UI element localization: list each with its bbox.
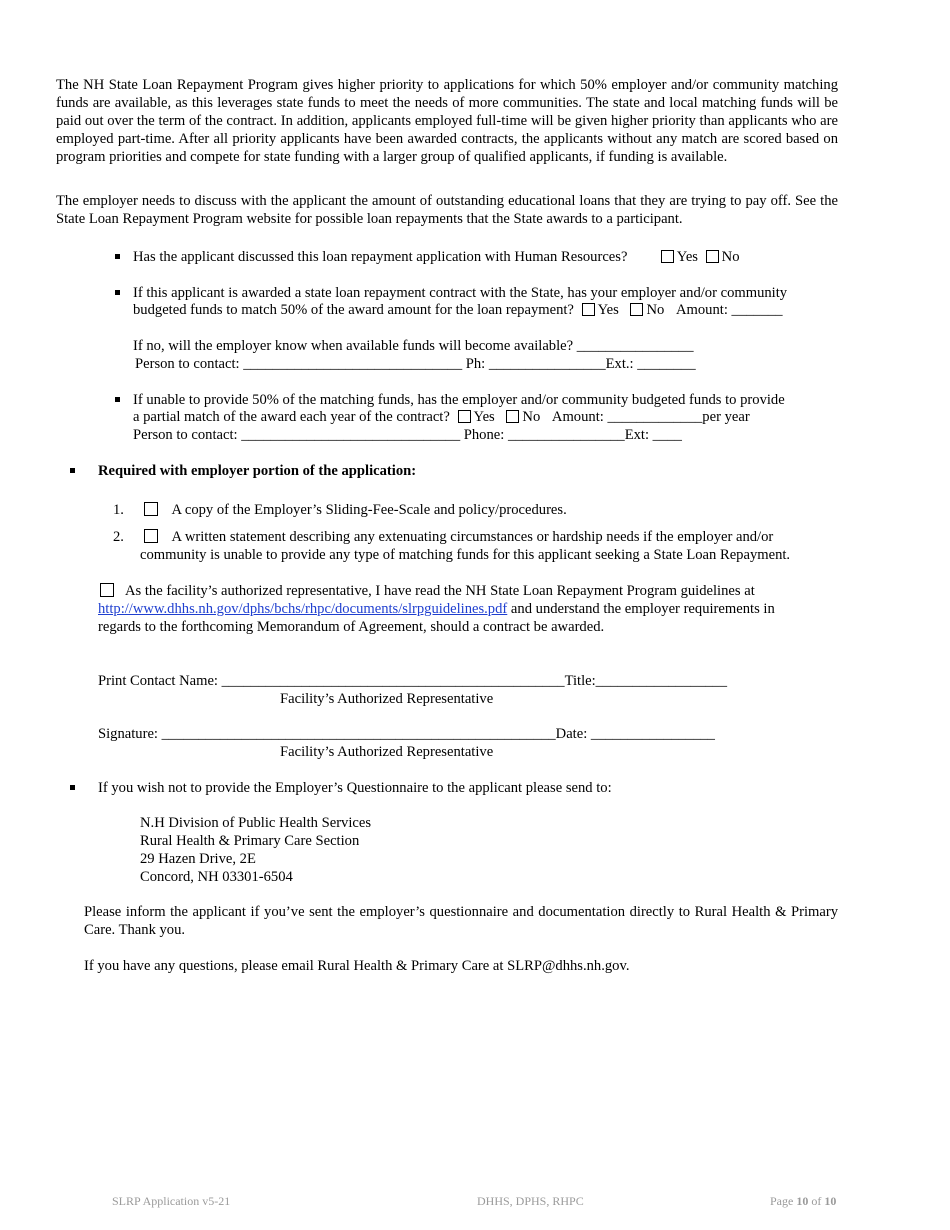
partial-yes-checkbox[interactable] [458, 410, 471, 423]
attestation-text: and understand the employer requirements in [507, 601, 775, 617]
address-line: N.H Division of Public Health Services [140, 815, 372, 831]
intro-paragraph-2: The employer needs to discuss with the applicant the amount of outstanding educational loans that they are trying to pay off. See the State Loan Repayment Program website for possible loan repayments that the State awards to a participant. [56, 193, 838, 227]
required-heading: Required with employer portion of the application: [98, 463, 417, 479]
attestation-line2 [98, 600, 775, 618]
attestation-checkbox[interactable] [100, 583, 114, 597]
question-partial-line1: If unable to provide 50% of the matching funds, has the employer and/or community budgeted funds to provide [133, 392, 785, 408]
no-label: No [721, 249, 740, 265]
yes-label: Yes [473, 409, 495, 425]
page-of: of [808, 1194, 825, 1208]
item-number: 2. [113, 529, 124, 545]
bullet-icon [115, 290, 120, 295]
address-line: 29 Hazen Drive, 2E [140, 851, 256, 867]
attestation-line1 [98, 582, 755, 600]
attestation-text: As the facility’s authorized representative, I have read the NH State Loan Repayment Program guidelines at [125, 583, 755, 599]
bullet-icon [115, 397, 120, 402]
question-text: budgeted funds to match 50% of the award amount for the loan repayment? [133, 302, 574, 318]
question-match-line2 [133, 301, 783, 319]
item-number: 1. [113, 502, 124, 518]
intro-paragraph-1: The NH State Loan Repayment Program gives higher priority to applications for which 50% employer and/or community matching funds are available, as this leverages state funds to meet the needs of more communities. The state and local matching funds will be paid out over the term of the contract. In addition, applicants employed full-time will be given higher priority than applicants who are employed part-time. After all priority applicants have been awarded contracts, the applicants without any match are scored based on program priorities and compete for state funding with a larger group of qualified applicants, if funding is available. [56, 77, 838, 165]
amount-field[interactable]: Amount: _______ [675, 302, 783, 318]
contact-field[interactable]: Person to contact: ______________________________ Phone: ________________Ext: ____ [133, 427, 682, 443]
send-instruction: If you wish not to provide the Employer’s Questionnaire to the applicant please send to: [98, 780, 612, 796]
question-hr-discussed [133, 248, 740, 266]
contact-caption: Facility’s Authorized Representative [280, 691, 494, 707]
footer-agency: DHHS, DPHS, RHPC [477, 1194, 584, 1208]
questions-paragraph: If you have any questions, please email Rural Health & Primary Care at SLRP@dhhs.nh.gov. [84, 958, 630, 974]
no-label: No [646, 302, 665, 318]
hr-yes-checkbox[interactable] [661, 250, 674, 263]
contact-field[interactable]: Person to contact: ______________________________ Ph: ________________Ext.: ________ [135, 356, 696, 372]
amount-per-year-field[interactable]: Amount: _____________per year [551, 409, 750, 425]
footer-page-number [770, 1194, 836, 1209]
address-line: Concord, NH 03301-6504 [140, 869, 293, 885]
hardship-statement-checkbox[interactable] [144, 529, 158, 543]
guidelines-link[interactable]: http://www.dhhs.nh.gov/dphs/bchs/rhpc/documents/slrpguidelines.pdf [98, 601, 508, 617]
bullet-icon [115, 254, 120, 259]
item-text: A written statement describing any extenuating circumstances or hardship needs if the employer and/or [171, 529, 774, 545]
match-yes-checkbox[interactable] [582, 303, 595, 316]
bullet-icon [70, 785, 75, 790]
contact-name-field[interactable]: Print Contact Name: _______________________________________________Title:__________________ [98, 673, 728, 689]
hr-no-checkbox[interactable] [706, 250, 719, 263]
yes-label: Yes [597, 302, 619, 318]
signature-field[interactable]: Signature: ______________________________________________________Date: _________________ [98, 726, 715, 742]
item-text: A copy of the Employer’s Sliding-Fee-Scale and policy/procedures. [171, 502, 567, 518]
address-line: Rural Health & Primary Care Section [140, 833, 360, 849]
partial-no-checkbox[interactable] [506, 410, 519, 423]
question-text: a partial match of the award each year of the contract? [133, 409, 450, 425]
bullet-icon [70, 468, 75, 473]
inform-paragraph: Please inform the applicant if you’ve sent the employer’s questionnaire and documentation directly to Rural Health & Primary Care. Thank you. [84, 904, 838, 938]
sliding-fee-checkbox[interactable] [144, 502, 158, 516]
question-partial-line2 [133, 408, 750, 426]
funds-available-field[interactable]: If no, will the employer know when available funds will become available? ________________ [133, 338, 694, 354]
page-prefix: Page [770, 1194, 797, 1208]
attestation-line3: regards to the forthcoming Memorandum of Agreement, should a contract be awarded. [98, 619, 605, 635]
required-item-2 [113, 528, 773, 546]
signature-caption: Facility’s Authorized Representative [280, 744, 494, 760]
page-current: 10 [796, 1194, 809, 1208]
question-text: Has the applicant discussed this loan repayment application with Human Resources? [133, 249, 628, 265]
match-no-checkbox[interactable] [630, 303, 643, 316]
page-total: 10 [824, 1194, 837, 1208]
required-item-2-cont: community is unable to provide any type of matching funds for this applicant seeking a State Loan Repayment. [140, 547, 791, 563]
question-match-line1: If this applicant is awarded a state loan repayment contract with the State, has your employer and/or community [133, 285, 788, 301]
footer-version: SLRP Application v5-21 [112, 1194, 231, 1208]
required-item-1 [113, 501, 567, 519]
yes-label: Yes [676, 249, 698, 265]
no-label: No [522, 409, 541, 425]
